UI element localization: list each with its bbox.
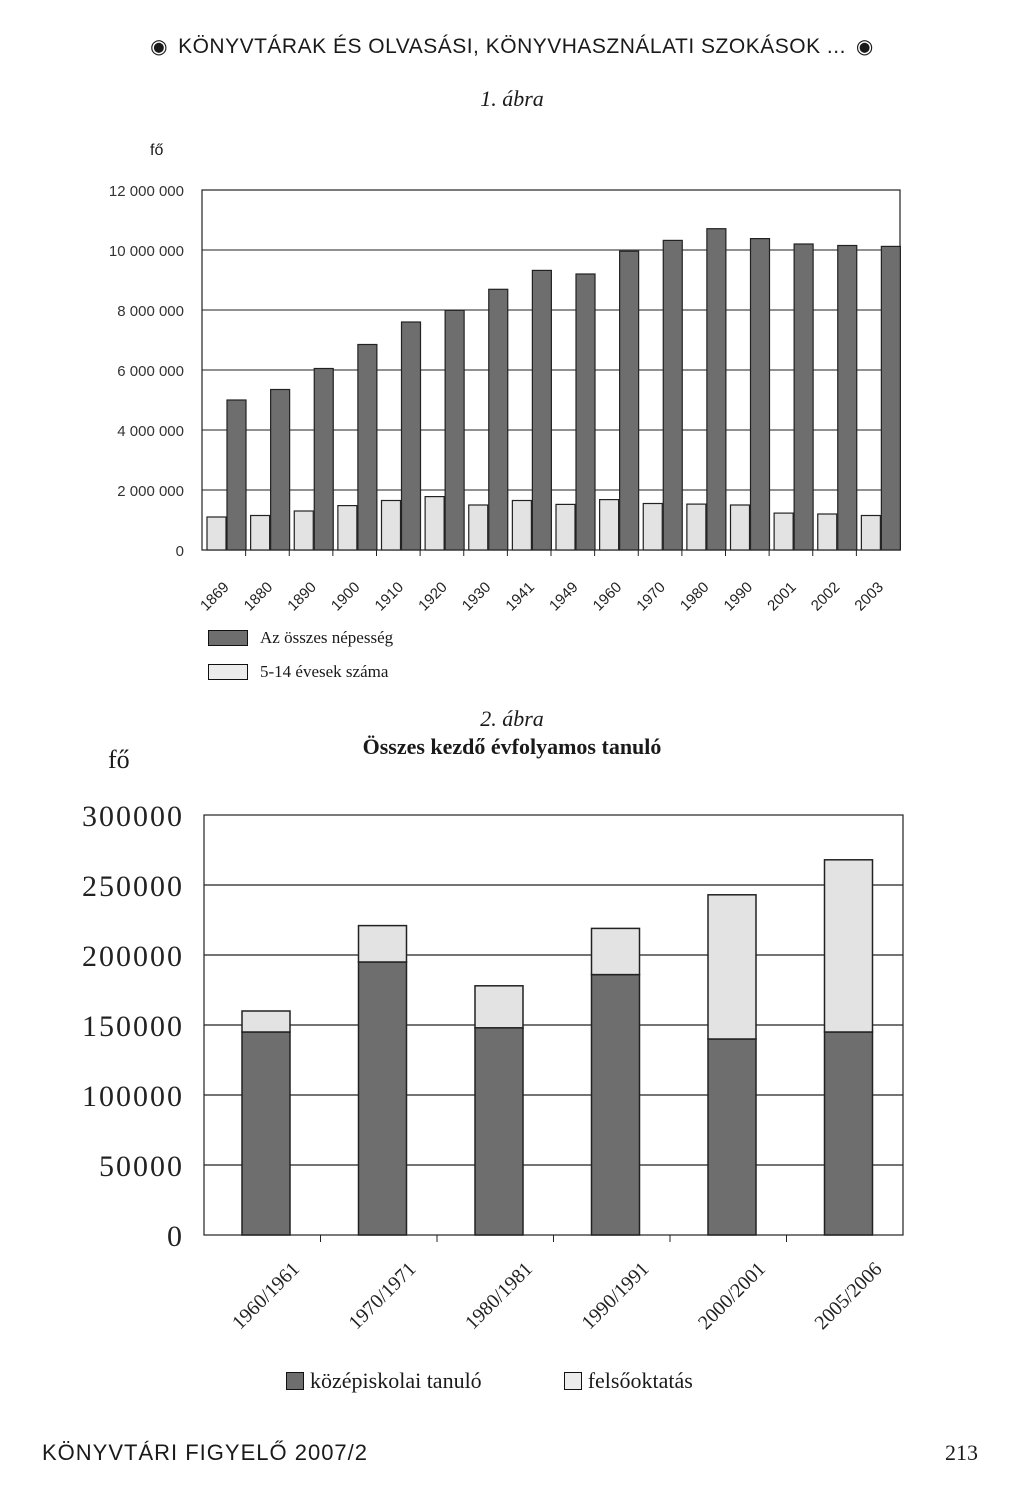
bar-total-population	[445, 310, 464, 550]
bar-age-5-14	[731, 505, 750, 550]
y-tick-label: 0	[175, 543, 184, 560]
bar-total-population	[881, 246, 900, 550]
bar-secondary-students	[708, 1039, 756, 1235]
legend-label: felsőoktatás	[587, 1368, 693, 1393]
bar-total-population	[663, 240, 682, 550]
x-tick-label: 1910	[371, 578, 408, 615]
figure-2-legend	[286, 1368, 775, 1394]
y-tick-label: 150000	[82, 1010, 184, 1043]
figure-2-title: Összes kezdő évfolyamos tanuló	[362, 734, 662, 759]
y-tick-label: 300000	[82, 800, 184, 833]
legend-item-total-population	[208, 628, 393, 648]
legend-item-age-5-14	[208, 662, 393, 682]
bar-total-population	[402, 322, 421, 550]
bar-total-population	[489, 289, 508, 550]
x-tick-label: 1970	[633, 578, 669, 615]
students-stacked-bar-chart	[0, 780, 1024, 1360]
figure-1-legend	[208, 628, 393, 696]
figure-2-unit-label: fő	[108, 745, 130, 774]
x-tick-label: 1941	[502, 578, 539, 615]
bar-total-population	[227, 400, 246, 550]
x-tick-label: 1990/1991	[577, 1257, 654, 1335]
bar-total-population	[314, 369, 333, 551]
x-tick-label: 1970/1971	[344, 1257, 421, 1335]
bar-age-5-14	[643, 504, 662, 551]
bar-total-population	[620, 251, 639, 550]
y-tick-label: 4 000 000	[117, 423, 184, 440]
bar-age-5-14	[600, 500, 619, 550]
bar-secondary-students	[475, 1028, 523, 1235]
x-tick-label: 1960/1961	[227, 1257, 305, 1335]
y-tick-label: 12 000 000	[108, 183, 184, 200]
bar-age-5-14	[294, 511, 313, 550]
x-tick-label: 2003	[851, 578, 888, 615]
bar-age-5-14	[382, 501, 401, 551]
bar-age-5-14	[512, 501, 531, 551]
journal-footer: KÖNYVTÁRI FIGYELŐ 2007/2	[42, 1440, 369, 1465]
bar-higher-education	[359, 926, 407, 962]
eye-icon: ◉	[855, 36, 874, 58]
x-tick-label: 2002	[807, 578, 844, 615]
y-tick-label: 250000	[82, 870, 184, 903]
legend-swatch-light	[564, 1372, 582, 1390]
bar-age-5-14	[687, 504, 706, 550]
bar-total-population	[532, 270, 551, 550]
legend-swatch-dark	[286, 1372, 304, 1390]
y-tick-label: 6 000 000	[117, 363, 184, 380]
bar-total-population	[358, 345, 377, 551]
y-tick-label: 200000	[82, 940, 184, 973]
bar-age-5-14	[338, 506, 357, 550]
x-tick-label: 2001	[764, 578, 800, 615]
bar-secondary-students	[592, 975, 640, 1235]
page-number: 213	[945, 1440, 978, 1465]
bar-total-population	[838, 246, 857, 551]
bar-higher-education	[592, 928, 640, 974]
figure-2-caption: 2. ábra	[480, 706, 544, 731]
bar-higher-education	[242, 1011, 290, 1032]
bar-total-population	[271, 390, 290, 551]
bar-higher-education	[708, 895, 756, 1039]
bar-age-5-14	[251, 516, 270, 551]
running-header-title: KÖNYVTÁRAK ÉS OLVASÁSI, KÖNYVHASZNÁLATI SZOKÁSOK ...	[178, 35, 846, 58]
bar-age-5-14	[469, 505, 488, 550]
legend-label: 5-14 évesek száma	[260, 662, 389, 681]
x-tick-label: 1869	[197, 578, 233, 615]
eye-icon: ◉	[150, 36, 169, 58]
bar-age-5-14	[774, 513, 793, 550]
legend-item-higher-education	[564, 1368, 693, 1394]
bar-secondary-students	[359, 962, 407, 1235]
x-tick-label: 1920	[415, 578, 451, 615]
y-tick-label: 10 000 000	[108, 243, 184, 260]
bar-secondary-students	[825, 1032, 873, 1235]
bar-total-population	[576, 274, 595, 550]
bar-higher-education	[825, 860, 873, 1032]
x-tick-label: 1980	[676, 578, 713, 615]
bar-age-5-14	[818, 514, 837, 550]
population-bar-chart	[0, 0, 1024, 620]
y-tick-label: 50000	[99, 1150, 184, 1183]
x-tick-label: 1900	[327, 578, 364, 615]
bar-age-5-14	[425, 497, 444, 550]
x-tick-label: 2000/2001	[693, 1257, 771, 1335]
bar-total-population	[707, 229, 726, 550]
legend-label: Az összes népesség	[260, 628, 394, 647]
bar-age-5-14	[556, 504, 575, 550]
x-tick-label: 1880	[240, 578, 277, 615]
legend-swatch-dark	[208, 630, 248, 646]
figure-1-caption: 1. ábra	[480, 86, 544, 111]
x-tick-label: 1930	[458, 578, 495, 615]
x-tick-label: 1949	[546, 578, 582, 615]
x-tick-label: 1990	[720, 578, 757, 615]
x-tick-label: 1960	[589, 578, 626, 615]
bar-secondary-students	[242, 1032, 290, 1235]
bar-total-population	[794, 244, 813, 550]
legend-label: középiskolai tanuló	[310, 1368, 482, 1393]
x-tick-label: 2005/2006	[810, 1257, 887, 1335]
figure-1-unit-label: fő	[150, 142, 164, 159]
legend-swatch-light	[208, 664, 248, 680]
y-tick-label: 2 000 000	[117, 483, 184, 500]
y-tick-label: 8 000 000	[117, 303, 184, 320]
bar-age-5-14	[207, 517, 226, 550]
x-tick-label: 1890	[284, 578, 320, 615]
bar-age-5-14	[861, 516, 880, 551]
legend-item-secondary-students	[286, 1368, 482, 1394]
y-tick-label: 0	[167, 1220, 184, 1253]
bar-total-population	[751, 239, 770, 550]
x-tick-label: 1980/1981	[460, 1257, 538, 1335]
y-tick-label: 100000	[82, 1080, 184, 1113]
bar-higher-education	[475, 986, 523, 1028]
